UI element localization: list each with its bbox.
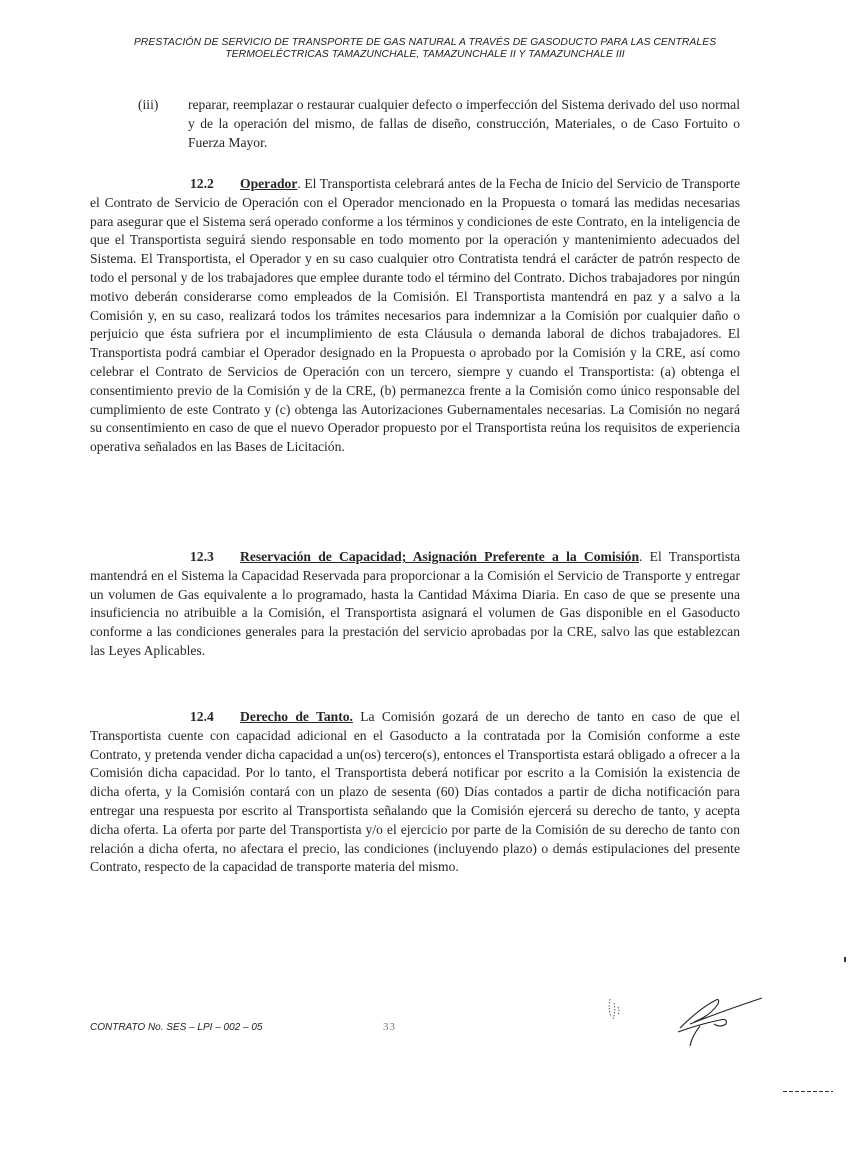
clause-title: Operador: [240, 176, 298, 191]
list-item-iii: [138, 96, 740, 152]
clause-number: 12.4: [190, 709, 214, 724]
clause-text: La Comisión gozará de un derecho de tanto en caso de que el Transportista cuente con capacidad adicional en el Gasoducto a la contratada por la Comisión conforme a este Contrato, y pretenda vender dicha capacidad a un(os) tercero(s), entonces el Transportista estará obligado a ofrecer a la Comisión dicha capacidad. Por lo tanto, el Transportista deberá notificar por escrito a la Comisión la existencia de dicha oferta, y la Comisión contará con un plazo de sesenta (60) Días contados a partir de dicha notificación para entregar una respuesta por escrito al Transportista señalando que la Comisión ejercerá su derecho de tanto, y acepta dicha oferta. La oferta por parte del Transportista y/o el ejercicio por parte de la Comisión de su derecho de tanto con relación a dicha oferta, no afectara el precio, las condiciones (incluyendo plazo) o demás estipulaciones del presente Contrato, respecto de la capacidad de transporte materia del mismo.: [90, 709, 740, 875]
clause-text: El Transportista celebrará antes de la Fecha de Inicio del Servicio de Transporte el Contrato de Servicio de Operación con el Operador mencionado en la Propuesta o tomará las medidas necesarias para asegurar que el Sistema será operado conforme a los términos y condiciones de este Contrato, en la inteligencia de que el Transportista seguirá siendo responsable en todo momento por la operación y mantenimiento adecuados del Sistema. El Transportista, el Operador y en su caso cualquier otro Contratista tendrá el carácter de patrón respecto de todo el personal y de los trabajadores que emplee durante todo el término del Contrato. Dichos trabajadores por ningún motivo deberán considerarse como empleados de la Comisión. El Transportista mantendrá en paz y a salvo a la Comisión y, en su caso, realizará todos los trámites necesarios para indemnizar a la Comisión por cualquier daño o perjuicio que ésta sufriera por el incumplimiento de esta Cláusula o demanda laboral de dichos trabajadores. El Transportista podrá cambiar el Operador designado en la Propuesta o aprobado por la Comisión y la CRE, así como celebrar el Contrato de Servicios de Operación con un tercero, siempre y cuando el Transportista: (a) obtenga el consentimiento previo de la Comisión y de la CRE, (b) permanezca frente a la Comisión como único responsable del cumplimiento de este Contrato y (c) obtenga las Autorizaciones Gubernamentales necesarias. La Comisión no negará su consentimiento en caso de que el nuevo Operador propuesto por el Transportista reúna los requisitos de experiencia operativa señalados en las Bases de Licitación.: [90, 176, 740, 455]
clause-title: Reservación de Capacidad; Asignación Preferente a la Comisión: [240, 549, 640, 564]
clause-12-3: [90, 548, 740, 661]
header-line-2: TERMOELÉCTRICAS TAMAZUNCHALE, TAMAZUNCHALE II Y TAMAZUNCHALE III: [225, 49, 625, 60]
signature-icon: [670, 990, 770, 1050]
scan-dash-mark: [783, 1091, 833, 1092]
clause-12-2: [90, 175, 740, 457]
clause-title-suffix: .: [297, 176, 301, 191]
scan-mark: [844, 957, 846, 962]
clause-text: El Transportista mantendrá en el Sistema la Capacidad Reservada para proporcionar a la Comisión el Servicio de Transporte y entregar un volumen de Gas equivalente a lo programado, hasta la Cantidad Máxima Diaria. En caso de que se presente una insuficiencia no atribuible a la Comisión, el Transportista asignará el volumen de Gas disponible en el Gasoducto conforme a las condiciones generales para la prestación del servicio aprobadas por la CRE, salvo las que establezcan las Leyes Aplicables.: [90, 549, 740, 658]
document-header: [80, 37, 770, 61]
list-item-number: (iii): [138, 97, 159, 112]
list-item-text: reparar, reemplazar o restaurar cualquier defecto o imperfección del Sistema derivado del uso normal y de la operación del mismo, de fallas de diseño, construcción, Materiales, o de Caso Fortuito o Fuerza Mayor.: [188, 97, 740, 150]
page-number: 33: [383, 1021, 396, 1033]
clause-12-4: [90, 708, 740, 877]
clause-title: Derecho de Tanto.: [240, 709, 353, 724]
initials-icon: [606, 995, 630, 1025]
clause-number: 12.2: [190, 176, 214, 191]
clause-title-suffix: .: [639, 549, 643, 564]
footer-contract-number: CONTRATO No. SES – LPI – 002 – 05: [90, 1022, 263, 1033]
clause-number: 12.3: [190, 549, 214, 564]
header-line-1: PRESTACIÓN DE SERVICIO DE TRANSPORTE DE GAS NATURAL A TRAVÉS DE GASODUCTO PARA LAS CENTRALES: [133, 37, 717, 48]
